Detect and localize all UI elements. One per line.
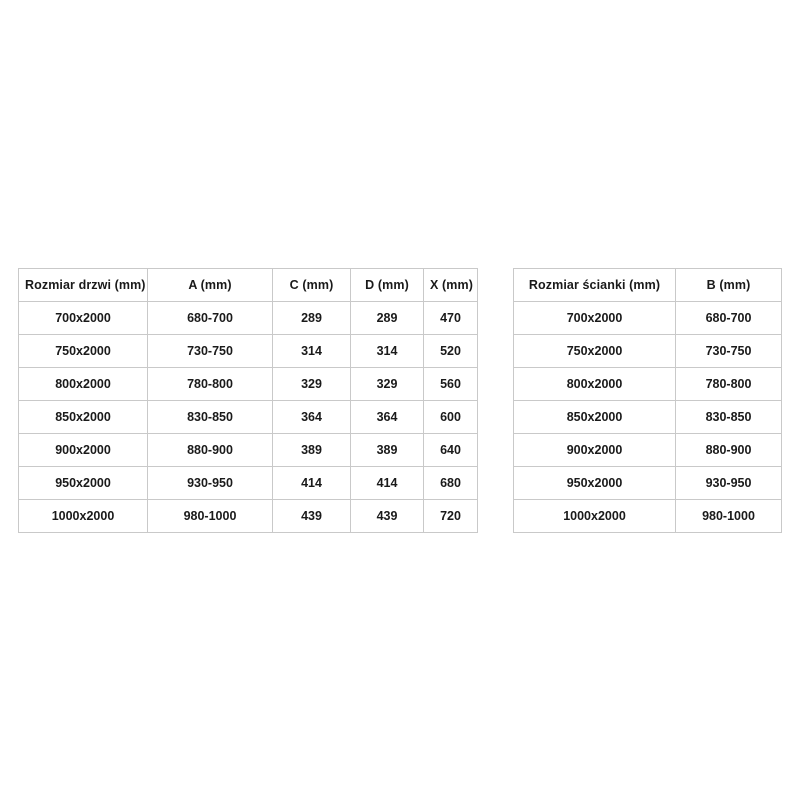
cell-b: 830-850 xyxy=(676,401,782,434)
cell-d: 439 xyxy=(351,500,424,533)
table-row xyxy=(514,434,782,467)
table-header-row xyxy=(19,269,478,302)
table-row xyxy=(19,434,478,467)
table-row xyxy=(19,302,478,335)
cell-door-size: 700x2000 xyxy=(19,302,148,335)
cell-b: 780-800 xyxy=(676,368,782,401)
cell-d: 389 xyxy=(351,434,424,467)
cell-a: 830-850 xyxy=(148,401,273,434)
cell-wall-size: 950x2000 xyxy=(514,467,676,500)
cell-wall-size: 800x2000 xyxy=(514,368,676,401)
column-header-door-size: Rozmiar drzwi (mm) xyxy=(19,269,148,302)
table-header-row xyxy=(514,269,782,302)
column-header-b: B (mm) xyxy=(676,269,782,302)
cell-x: 520 xyxy=(424,335,478,368)
cell-wall-size: 900x2000 xyxy=(514,434,676,467)
cell-a: 780-800 xyxy=(148,368,273,401)
cell-wall-size: 850x2000 xyxy=(514,401,676,434)
cell-wall-size: 1000x2000 xyxy=(514,500,676,533)
tables-container xyxy=(18,268,782,533)
cell-door-size: 900x2000 xyxy=(19,434,148,467)
cell-c: 414 xyxy=(273,467,351,500)
column-header-c: C (mm) xyxy=(273,269,351,302)
table-row xyxy=(19,368,478,401)
cell-d: 414 xyxy=(351,467,424,500)
cell-d: 329 xyxy=(351,368,424,401)
cell-a: 730-750 xyxy=(148,335,273,368)
cell-c: 364 xyxy=(273,401,351,434)
cell-door-size: 800x2000 xyxy=(19,368,148,401)
cell-c: 314 xyxy=(273,335,351,368)
cell-x: 680 xyxy=(424,467,478,500)
cell-d: 364 xyxy=(351,401,424,434)
cell-door-size: 850x2000 xyxy=(19,401,148,434)
table-row xyxy=(514,335,782,368)
cell-b: 930-950 xyxy=(676,467,782,500)
cell-a: 680-700 xyxy=(148,302,273,335)
cell-door-size: 950x2000 xyxy=(19,467,148,500)
table-row xyxy=(19,335,478,368)
table-row xyxy=(19,500,478,533)
cell-c: 329 xyxy=(273,368,351,401)
cell-wall-size: 700x2000 xyxy=(514,302,676,335)
table-row xyxy=(514,467,782,500)
table-row xyxy=(19,467,478,500)
cell-b: 730-750 xyxy=(676,335,782,368)
cell-x: 720 xyxy=(424,500,478,533)
cell-d: 314 xyxy=(351,335,424,368)
cell-x: 560 xyxy=(424,368,478,401)
table-row xyxy=(514,500,782,533)
wall-dimensions-table xyxy=(513,268,782,533)
doors-dimensions-table xyxy=(18,268,478,533)
cell-c: 289 xyxy=(273,302,351,335)
cell-a: 930-950 xyxy=(148,467,273,500)
column-header-a: A (mm) xyxy=(148,269,273,302)
cell-c: 389 xyxy=(273,434,351,467)
cell-door-size: 750x2000 xyxy=(19,335,148,368)
cell-x: 470 xyxy=(424,302,478,335)
table-row xyxy=(19,401,478,434)
table-row xyxy=(514,368,782,401)
cell-a: 880-900 xyxy=(148,434,273,467)
cell-b: 880-900 xyxy=(676,434,782,467)
cell-door-size: 1000x2000 xyxy=(19,500,148,533)
cell-b: 680-700 xyxy=(676,302,782,335)
table-row xyxy=(514,302,782,335)
column-header-d: D (mm) xyxy=(351,269,424,302)
table-row xyxy=(514,401,782,434)
cell-x: 600 xyxy=(424,401,478,434)
cell-c: 439 xyxy=(273,500,351,533)
cell-x: 640 xyxy=(424,434,478,467)
cell-wall-size: 750x2000 xyxy=(514,335,676,368)
cell-b: 980-1000 xyxy=(676,500,782,533)
column-header-wall-size: Rozmiar ścianki (mm) xyxy=(514,269,676,302)
column-header-x: X (mm) xyxy=(424,269,478,302)
cell-d: 289 xyxy=(351,302,424,335)
cell-a: 980-1000 xyxy=(148,500,273,533)
